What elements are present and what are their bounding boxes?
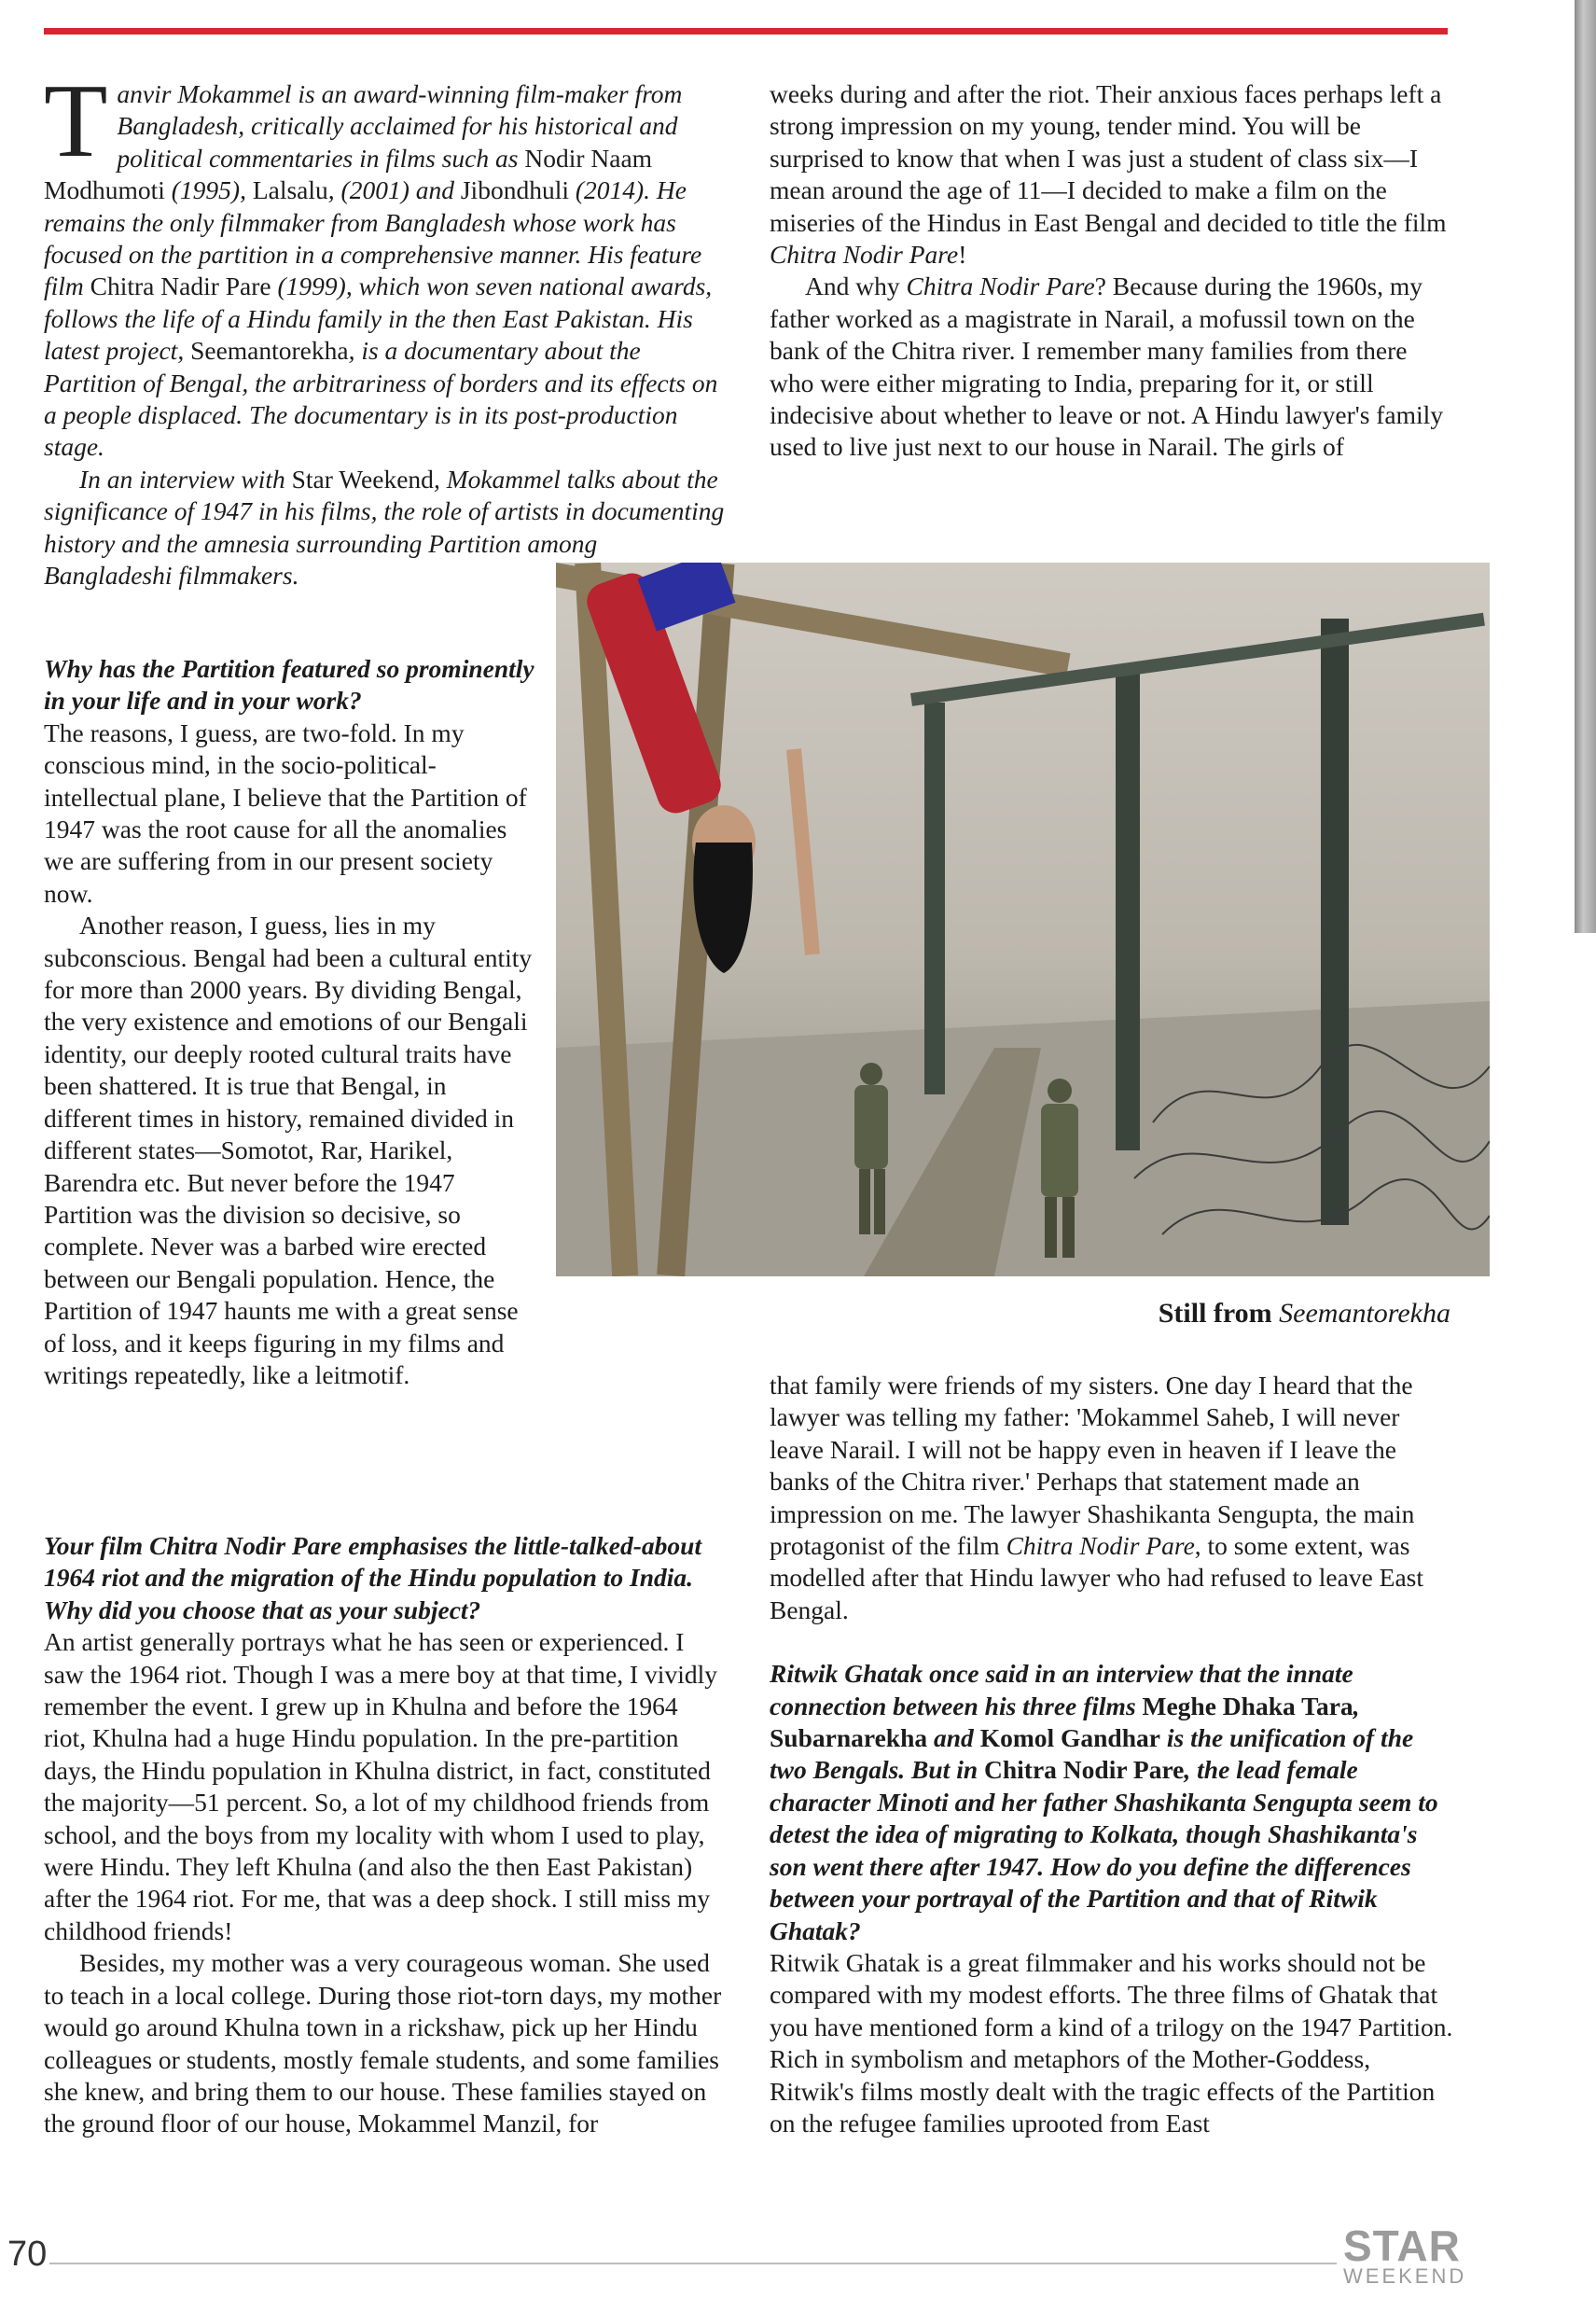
- film-title: Chitra Nadir Pare: [90, 272, 271, 301]
- film-title: Lalsalu: [252, 175, 328, 205]
- film-title: Meghe Dhaka Tara: [1142, 1691, 1353, 1720]
- drop-cap: T: [44, 63, 108, 179]
- intro-block: [44, 63, 725, 592]
- magazine-name: Star Weekend: [291, 464, 434, 494]
- left-column-narrow: [44, 653, 536, 1391]
- film-title: Seemantorekha: [190, 336, 349, 366]
- right-paragraph-3: that family were friends of my sisters. One day I heard that the lawyer was telling my father: 'Mokammel Saheb, I will never leave Narail. I will not be happy even in heaven if I leave the banks of the Chitra river.' Perhaps that statement made an impression on me. The lawyer Shashikanta Sengupta, the main protagonist of the film Chitra Nodir Pare, to some extent, was modelled after that Hindu lawyer who had refused to leave East Bengal.: [770, 1371, 1423, 1624]
- film-title: Komol Gandhar: [979, 1723, 1160, 1753]
- page-number: 70: [7, 2235, 48, 2274]
- film-title: Subarnarekha: [770, 1723, 928, 1753]
- answer-3: Ritwik Ghatak is a great filmmaker and his works should not be compared with my modest efforts. The three films of Ghatak that you have mentioned form a kind of a trilogy on the 1947 Partition. Rich in symbolism and metaphors of the Mother-Goddess, Ritwik's films mostly dealt with the tragic effects of the Partition on the refugee families uprooted from East: [770, 1947, 1453, 2138]
- intro-paragraph-2: In an interview with Star Weekend, Mokammel talks about the significance of 1947 in his films, the role of artists in documenting history and the amnesia surrounding Partition among Bangladeshi filmmakers.: [44, 464, 725, 591]
- answer-1-paragraph-1: The reasons, I guess, are two-fold. In my conscious mind, in the socio-political-intellectual plane, I believe that the Partition of 1947 was the root cause for all the anomalies we are suffering from in our present society now.: [44, 717, 527, 908]
- intro-paragraph-1: Tanvir Mokammel is an award-winning film-maker from Bangladesh, critically acclaimed for his historical and political commentaries in films such as Nodir Naam Modhumoti (1995), Lalsalu, (2001) and Jibondhuli (2014). He remains the only filmmaker from Bangladesh whose work has focused on the partition in a comprehensive manner. His feature film Chitra Nadir Pare (1999), which won seven national awards, follows the life of a Hindu family in the then East Pakistan. His latest project, Seemantorekha, is a documentary about the Partition of Bengal, the arbitrariness of borders and its effects on a people displaced. The documentary is in its post-production stage.: [44, 63, 718, 462]
- question-1: Why has the Partition featured so prominently in your life and in your work?: [44, 654, 534, 716]
- right-column-top: [770, 78, 1455, 464]
- question-2: Your film Chitra Nodir Pare emphasises the little-talked-about 1964 riot and the migration of the Hindu population to India. Why did you choose that as your subject?: [44, 1531, 702, 1624]
- film-title: Chitra Nodir Pare: [770, 240, 959, 270]
- adjacent-page-edge: [1575, 0, 1596, 933]
- question-3: Ritwik Ghatak once said in an interview that the innate connection between his three films Meghe Dhaka Tara, Subarnarekha and Komol Gandhar is the unification of the two Bengals. But in Chitra Nodir Pare, the lead female character Minoti and her father Shashikanta Sengupta seem to detest the idea of migrating to Kolkata, though Shashikanta's son went there after 1947. How do you define the differences between your portrayal of the Partition and that of Ritwik Ghatak?: [770, 1659, 1438, 1945]
- answer-2-paragraph-1: An artist generally portrays what he has seen or experienced. I saw the 1964 riot. Though I was a mere boy at that time, I vividly remember the event. I grew up in Khulna and before the 1964 riot, Khulna had a huge Hindu population. In the pre-partition days, the Hindu population in Khulna district, in fact, constituted the majority—51 percent. So, a lot of my childhood friends from school, and the boys from my locality with whom I used to play, were Hindu. They left Khulna (and also the then East Pakistan) after the 1964 riot. For me, that was a deep shock. I still miss my childhood friends!: [44, 1627, 717, 1945]
- right-paragraph-1: weeks during and after the riot. Their anxious faces perhaps left a strong impression on my young, tender mind. You will be surprised to know that when I was just a student of class six—I mean around the age of 11—I decided to make a film on the miseries of the Hindus in East Bengal and decided to title the film Chitra Nodir Pare!: [770, 79, 1447, 270]
- right-column-bottom: [770, 1370, 1455, 2139]
- logo-star: STAR: [1343, 2221, 1461, 2270]
- left-column-lower: [44, 1530, 725, 2140]
- logo-weekend: WEEKEND: [1343, 2264, 1467, 2288]
- answer-2-paragraph-2: Besides, my mother was a very courageous woman. She used to teach in a local college. During those riot-torn days, my mother would go around Khulna town in a rickshaw, pick up her Hindu colleagues or students, mostly female students, and some families she knew, and bring them to our house. These families stayed on the ground floor of our house, Mokammel Manzil, for: [44, 1948, 722, 2138]
- footer-rule: [49, 2263, 1337, 2264]
- film-title: Jibondhuli: [460, 175, 569, 205]
- star-weekend-logo: [1343, 2221, 1467, 2288]
- film-still-photo: [556, 563, 1490, 1276]
- right-paragraph-2: And why Chitra Nodir Pare? Because during the 1960s, my father worked as a magistrate in Narail, a mofussil town on the bank of the Chitra river. I remember many families from there who were either migrating to India, preparing for it, or still indecisive about whether to leave or not. A Hindu lawyer's family used to live just next to our house in Narail. The girls of: [770, 272, 1444, 462]
- answer-1-paragraph-2: Another reason, I guess, lies in my subconscious. Bengal had been a cultural entity for more than 2000 years. By dividing Bengal, the very existence and emotions of our Bengali identity, our deeply rooted cultural traits have been shattered. It is true that Bengal, in different times in history, remained divided in different states—Somotot, Rar, Harikel, Barendra etc. But never before the 1947 Partition was the division so decisive, so complete. Never was a barbed wire erected between our Bengali population. Hence, the Partition of 1947 haunts me with a great sense of loss, and it keeps figuring in my films and writings repeatedly, like a leitmotif.: [44, 911, 533, 1389]
- film-title: Chitra Nodir Pare: [906, 272, 1095, 301]
- film-title: Nodir Naam Modhumoti: [44, 143, 653, 205]
- photo-caption: Still from Seemantorekha: [1158, 1298, 1450, 1329]
- top-accent-rule: [44, 28, 1448, 35]
- caption-title: Seemantorekha: [1279, 1298, 1450, 1329]
- film-title: Chitra Nodir Pare: [984, 1755, 1185, 1785]
- paragraph-gap: [770, 1626, 1455, 1658]
- film-title: Chitra Nodir Pare: [1006, 1531, 1195, 1561]
- border-fence-illustration: [556, 563, 1490, 1276]
